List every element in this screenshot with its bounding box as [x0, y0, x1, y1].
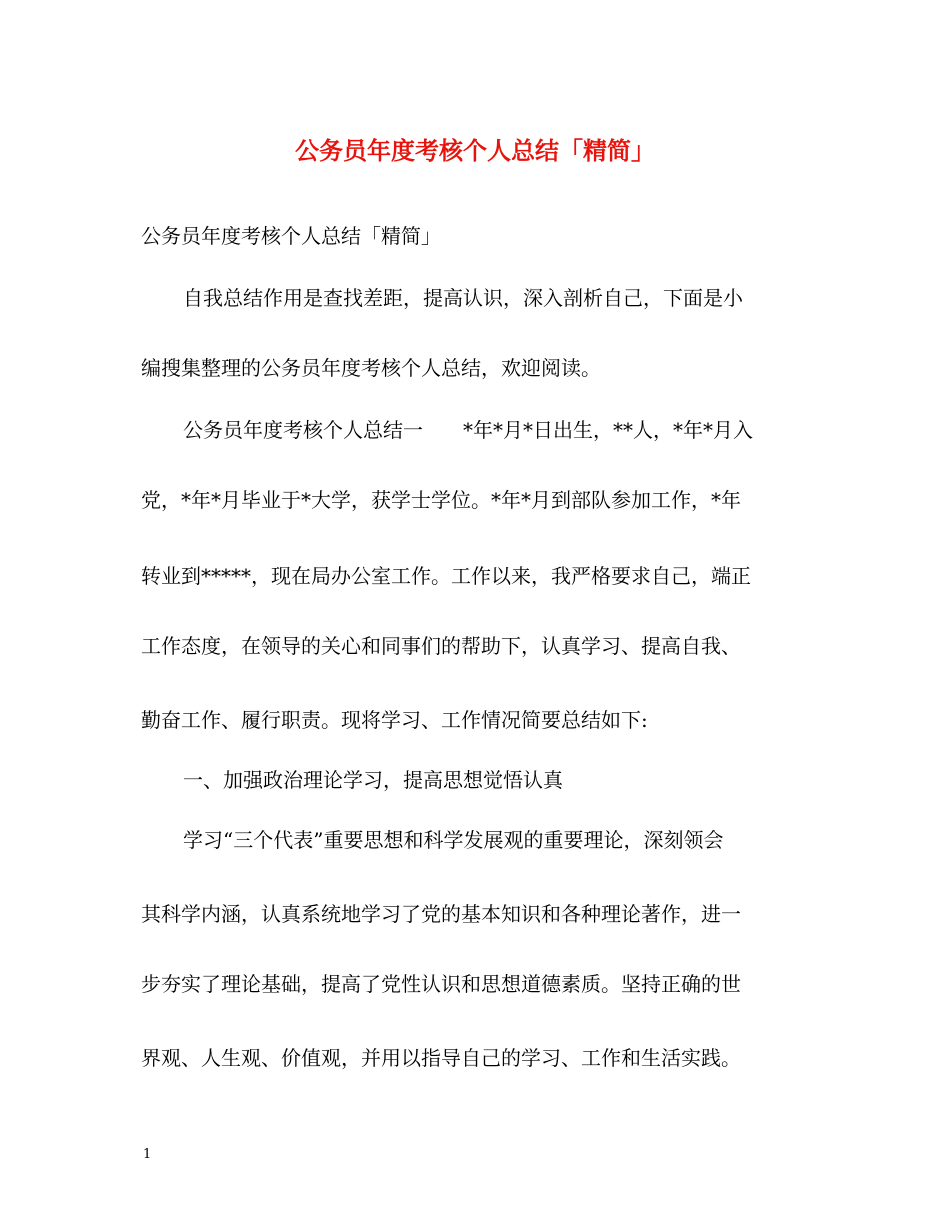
paragraph-line-5: 转业到*****，现在局办公室工作。工作以来，我严格要求自己，端正 [141, 564, 751, 588]
document-subtitle: 公务员年度考核个人总结「精简」 [141, 224, 441, 248]
page-number: 1 [143, 1147, 152, 1162]
paragraph-line-6: 工作态度，在领导的关心和同事们的帮助下，认真学习、提高自我、 [141, 634, 741, 658]
document-title: 公务员年度考核个人总结「精简」 [295, 136, 655, 165]
paragraph-line-7: 勤奋工作、履行职责。现将学习、工作情况简要总结如下: [141, 708, 648, 732]
paragraph-line-12: 界观、人生观、价值观，并用以指导自己的学习、工作和生活实践。 [141, 1046, 741, 1070]
paragraph-line-10: 其科学内涵，认真系统地学习了党的基本知识和各种理论著作，进一 [141, 902, 741, 926]
paragraph-line-4: 党，*年*月毕业于*大学，获学士学位。*年*月到部队参加工作，*年 [141, 488, 741, 512]
section-heading-1: 一、加强政治理论学习，提高思想觉悟认真 [183, 768, 563, 792]
paragraph-line-2: 编搜集整理的公务员年度考核个人总结，欢迎阅读。 [141, 356, 601, 380]
paragraph-line-1: 自我总结作用是查找差距，提高认识，深入剖析自己，下面是小 [183, 286, 743, 310]
paragraph-line-9: 学习“三个代表”重要思想和科学发展观的重要理论，深刻领会 [183, 828, 724, 852]
paragraph-line-11: 步夯实了理论基础，提高了党性认识和思想道德素质。坚持正确的世 [141, 972, 741, 996]
paragraph-line-3: 公务员年度考核个人总结一 *年*月*日出生，**人，*年*月入 [183, 418, 753, 442]
